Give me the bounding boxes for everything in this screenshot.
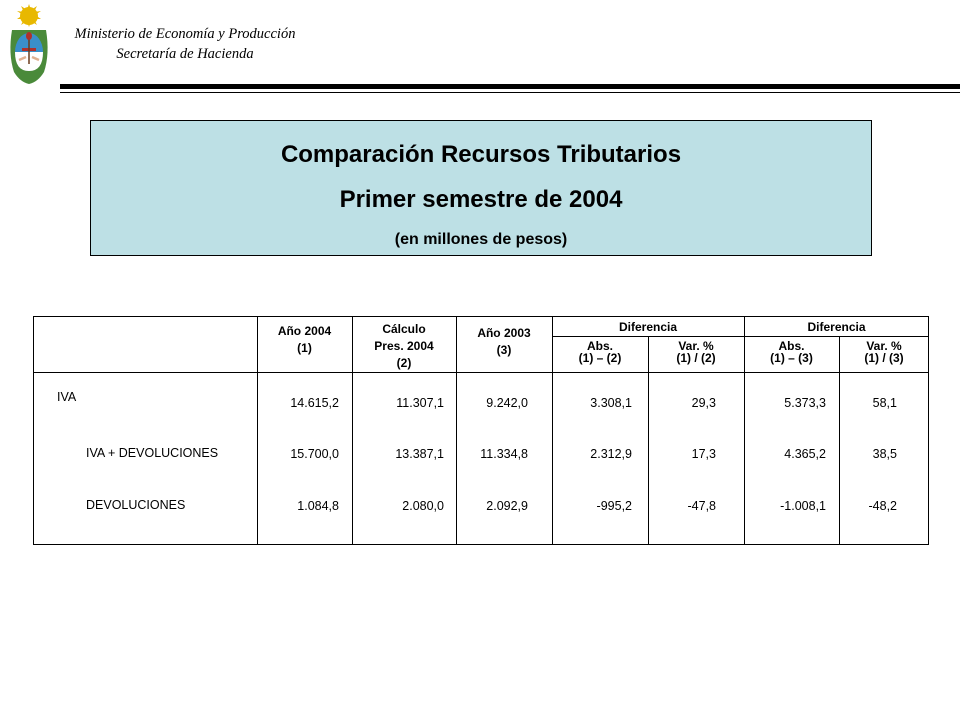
units-note: (en millones de pesos) <box>394 231 568 248</box>
col-header-line: (1) – (2) <box>578 351 622 365</box>
row-label-iva-devoluciones: IVA + DEVOLUCIONES <box>86 446 219 460</box>
table-cell: 11.334,8 <box>480 447 528 461</box>
col-header-line: (1) <box>297 341 312 355</box>
col-header-line: Año 2003 <box>477 326 531 340</box>
table-cell: 15.700,0 <box>290 447 339 461</box>
col-header-line: Año 2004 <box>277 324 332 338</box>
table-cell: 2.312,9 <box>590 447 632 461</box>
table-cell: 38,5 <box>872 447 897 461</box>
table-cell: -1.008,1 <box>780 499 826 513</box>
table-cell: 3.308,1 <box>590 396 632 410</box>
table-cell: 2.092,9 <box>486 499 528 513</box>
col-header-abs-budget <box>552 340 648 364</box>
table-cell: -48,2 <box>868 499 897 513</box>
revenue-comparison-table <box>33 316 929 545</box>
header-divider-thin <box>60 92 960 93</box>
page-subtitle: Primer semestre de 2004 <box>339 186 623 213</box>
header-bottom-divider <box>34 372 929 373</box>
table-cell: 58,1 <box>872 396 897 410</box>
col-header-line: Abs. <box>586 339 613 353</box>
table-cell: 4.365,2 <box>784 447 826 461</box>
table-cell: -47,8 <box>687 499 716 513</box>
col-header-line: (2) <box>396 356 412 370</box>
col-header-line: Abs. <box>778 339 805 353</box>
secretariat-name: Secretaría de Hacienda <box>116 46 254 62</box>
col-header-budget-2004 <box>352 321 456 372</box>
coat-of-arms-icon <box>4 4 54 84</box>
group-header-divider <box>552 336 929 337</box>
page-title: Comparación Recursos Tributarios <box>280 141 682 168</box>
table-cell: 14.615,2 <box>290 396 339 410</box>
table-cell: 1.084,8 <box>297 499 339 513</box>
col-header-line: Var. % <box>678 339 714 353</box>
group-header-diff-budget: Diferencia <box>618 320 678 334</box>
col-header-var-2003 <box>839 340 929 364</box>
group-header-diff-2003: Diferencia <box>807 320 866 334</box>
col-header-abs-2003 <box>744 340 839 364</box>
table-cell: 9.242,0 <box>486 396 528 410</box>
ministry-header <box>60 24 310 64</box>
col-header-line: (1) – (3) <box>770 351 813 365</box>
table-cell: 13.387,1 <box>395 447 444 461</box>
header-divider-thick <box>60 84 960 89</box>
table-cell: 11.307,1 <box>396 396 444 410</box>
row-label-devoluciones: DEVOLUCIONES <box>86 498 186 512</box>
col-header-line: (1) / (3) <box>864 351 904 365</box>
table-cell: 2.080,0 <box>402 499 444 513</box>
col-header-var-budget <box>648 340 744 364</box>
table-cell: -995,2 <box>596 499 632 513</box>
col-header-year-2003 <box>456 325 552 359</box>
col-header-line: (3) <box>496 343 512 357</box>
title-box <box>90 120 872 256</box>
row-label-iva: IVA <box>57 390 77 404</box>
col-header-line: Pres. 2004 <box>374 339 434 353</box>
ministry-name: Ministerio de Economía y Producción <box>74 26 296 42</box>
col-header-line: Var. % <box>866 339 902 353</box>
col-header-line: Cálculo <box>382 322 426 336</box>
table-cell: 5.373,3 <box>784 396 826 410</box>
col-header-year-2004 <box>257 323 352 357</box>
table-cell: 17,3 <box>691 447 716 461</box>
col-header-line: (1) / (2) <box>676 351 716 365</box>
table-cell: 29,3 <box>691 396 716 410</box>
